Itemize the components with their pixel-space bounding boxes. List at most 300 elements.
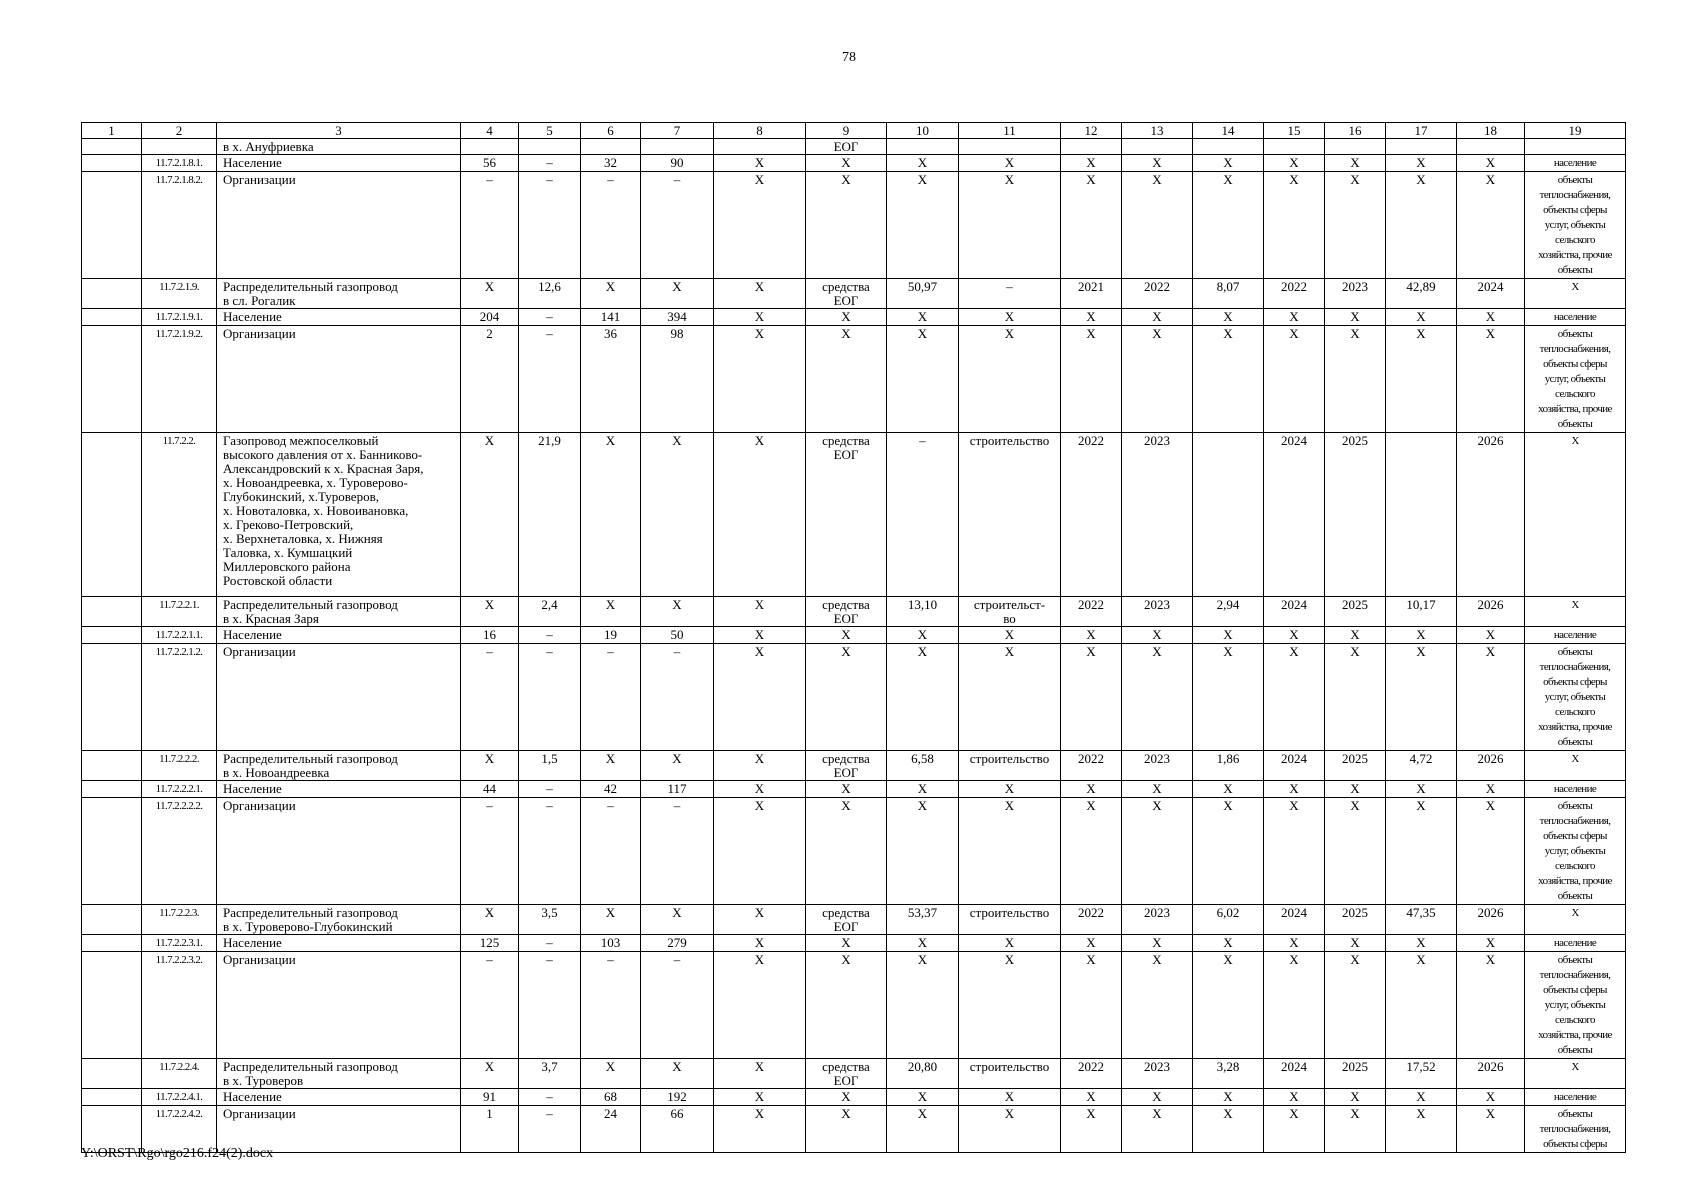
table-cell-col-8: [714, 1089, 806, 1106]
cell-text: Х: [1086, 309, 1096, 324]
table-cell-col-15: [1264, 1106, 1325, 1153]
cell-text: 2022: [1078, 751, 1104, 766]
cell-text: 2,94: [1216, 597, 1240, 612]
cell-text: 11.7.2.2.2.2.: [155, 800, 203, 812]
cell-text: строительство: [969, 751, 1050, 766]
cell-text: Х: [1289, 952, 1299, 967]
table-cell-col-10: [887, 905, 959, 935]
table-cell-col-18: [1457, 326, 1525, 433]
table-cell-col-10: [887, 798, 959, 905]
column-header-6: 6: [581, 123, 641, 139]
table-row: [82, 309, 1626, 326]
table-cell-col-3: [217, 905, 461, 935]
cell-text: Х: [605, 279, 616, 294]
table-cell-col-9: [806, 279, 887, 309]
table-cell-col-9: [806, 309, 887, 326]
cell-text: Х: [1289, 1089, 1299, 1104]
cell-text: –: [673, 952, 681, 967]
cell-text: Х: [484, 751, 495, 766]
table-cell-col-19: [1525, 1106, 1626, 1153]
cell-text: –: [1006, 279, 1013, 294]
table-cell-col-11: [959, 751, 1061, 781]
table-cell-col-19: [1525, 798, 1626, 905]
cell-text: Х: [754, 952, 765, 967]
table-cell-col-6: [581, 1089, 641, 1106]
cell-text: Распределительный газопровод в х. Туроверов: [223, 1059, 398, 1088]
table-cell-col-5: [519, 433, 581, 597]
cell-text: Х: [672, 279, 682, 294]
cell-text: Х: [1416, 172, 1426, 187]
table-cell-col-8: [714, 433, 806, 597]
cell-text: Х: [1416, 644, 1426, 659]
table-cell-col-16: [1325, 1106, 1386, 1153]
table-cell-col-12: [1061, 309, 1122, 326]
table-cell-col-17: [1386, 1059, 1457, 1089]
table-cell-col-10: [887, 433, 959, 597]
table-cell-col-3: [217, 1059, 461, 1089]
table-cell-col-14: [1193, 326, 1264, 433]
column-header-16: 16: [1325, 123, 1386, 139]
cell-text: Х: [1350, 309, 1360, 324]
cell-text: –: [486, 172, 493, 187]
table-cell-col-19: [1525, 781, 1626, 798]
cell-text: Х: [1350, 1106, 1360, 1121]
table-cell-col-15: [1264, 952, 1325, 1059]
table-cell-col-19: [1525, 172, 1626, 279]
cell-text: Х: [841, 326, 851, 341]
cell-text: Х: [1416, 781, 1426, 796]
cell-text: Х: [1004, 935, 1015, 950]
table-cell-col-12: [1061, 1106, 1122, 1153]
table-cell-col-10: [887, 1059, 959, 1089]
table-cell-col-8: [714, 781, 806, 798]
table-cell-col-15: [1264, 597, 1325, 627]
cell-text: Х: [1004, 1089, 1015, 1104]
table-cell-col-12: [1061, 781, 1122, 798]
table-cell-col-7: [641, 627, 714, 644]
cell-text: 13,10: [907, 597, 938, 612]
cell-text: 90: [670, 155, 684, 170]
table-cell-col-13: [1122, 1106, 1193, 1153]
table-cell-col-1: [82, 139, 142, 155]
table-cell-col-9: [806, 139, 887, 155]
table-cell-col-15: [1264, 155, 1325, 172]
cell-text: Х: [917, 1106, 928, 1121]
table-cell-col-2: [142, 798, 217, 905]
cell-text: Х: [1086, 952, 1096, 967]
cell-text: Х: [1152, 172, 1162, 187]
table-cell-col-12: [1061, 172, 1122, 279]
table-body: [82, 139, 1626, 1153]
cell-text: Х: [1223, 326, 1233, 341]
table-cell-col-2: [142, 905, 217, 935]
cell-text: Газопровод межпоселковый высокого давления от х. Банниково- Александровский к х. Красная Заря, х. Новоандреевка, х. Туроверово- Глубокинский, х.Туроверов, х. Новоталовка, х. Новоивановка, х. Греково-Петровский, х. Верхнеталовка, х. Нижняя Таловка, х. Кумшацкий Миллеровского района Ростовской области: [223, 433, 424, 588]
table-cell-col-19: [1525, 433, 1626, 597]
cell-text: 2025: [1342, 905, 1368, 920]
table-cell-col-3: [217, 309, 461, 326]
cell-text: средства ЕОГ: [822, 905, 870, 934]
cell-text: Х: [1416, 1089, 1426, 1104]
table-cell-col-14: [1193, 155, 1264, 172]
table-cell-col-4: [461, 798, 519, 905]
table-cell-col-3: [217, 597, 461, 627]
cell-text: 11.7.2.2.4.1.: [155, 1091, 203, 1103]
table-cell-col-15: [1264, 905, 1325, 935]
cell-text: 2025: [1342, 1059, 1368, 1074]
table-cell-col-5: [519, 139, 581, 155]
cell-text: –: [673, 172, 681, 187]
cell-text: 279: [667, 935, 687, 950]
cell-text: население: [1553, 1091, 1597, 1103]
table-cell-col-10: [887, 326, 959, 433]
cell-text: Х: [1223, 309, 1233, 324]
table-cell-col-3: [217, 952, 461, 1059]
cell-text: 11.7.2.2.: [162, 435, 196, 447]
table-cell-col-4: [461, 952, 519, 1059]
table-cell-col-7: [641, 433, 714, 597]
table-cell-col-10: [887, 627, 959, 644]
table-cell-col-11: [959, 433, 1061, 597]
table-cell-col-11: [959, 279, 1061, 309]
cell-text: Х: [917, 326, 928, 341]
table-cell-col-3: [217, 781, 461, 798]
cell-text: Х: [605, 433, 616, 448]
table-cell-col-17: [1386, 627, 1457, 644]
table-cell-col-11: [959, 326, 1061, 433]
cell-text: 2026: [1477, 597, 1504, 612]
table-cell-col-14: [1193, 952, 1264, 1059]
cell-text: Х: [1152, 781, 1162, 796]
cell-text: –: [673, 798, 681, 813]
table-cell-col-18: [1457, 279, 1525, 309]
table-cell-col-8: [714, 155, 806, 172]
cell-text: Х: [605, 751, 616, 766]
cell-text: Х: [672, 597, 682, 612]
table-cell-col-16: [1325, 751, 1386, 781]
table-cell-col-6: [581, 798, 641, 905]
table-cell-col-3: [217, 139, 461, 155]
table-cell-col-15: [1264, 326, 1325, 433]
table-row: [82, 433, 1626, 597]
table-cell-col-12: [1061, 798, 1122, 905]
table-cell-col-11: [959, 627, 1061, 644]
table-cell-col-8: [714, 279, 806, 309]
table-cell-col-2: [142, 627, 217, 644]
cell-text: Организации: [223, 1106, 296, 1121]
cell-text: Х: [1350, 1089, 1360, 1104]
cell-text: Х: [841, 627, 851, 642]
cell-text: Распределительный газопровод в х. Новоандреевка: [223, 751, 398, 780]
table-cell-col-15: [1264, 751, 1325, 781]
table-cell-col-6: [581, 139, 641, 155]
cell-text: –: [673, 644, 681, 659]
table-cell-col-5: [519, 309, 581, 326]
table-cell-col-5: [519, 1106, 581, 1153]
cell-text: Х: [1004, 326, 1015, 341]
cell-text: Х: [1485, 309, 1496, 324]
table-cell-col-10: [887, 781, 959, 798]
table-cell-col-6: [581, 644, 641, 751]
cell-text: 36: [604, 326, 617, 341]
cell-text: 1: [486, 1106, 493, 1121]
cell-text: население: [1553, 937, 1597, 949]
cell-text: ЕОГ: [833, 139, 859, 154]
table-cell-col-14: [1193, 172, 1264, 279]
cell-text: 6,58: [911, 751, 934, 766]
table-cell-col-10: [887, 935, 959, 952]
cell-text: Х: [754, 1089, 765, 1104]
table-cell-col-13: [1122, 781, 1193, 798]
cell-text: Х: [1485, 798, 1496, 813]
cell-text: 11.7.2.2.2.: [159, 753, 199, 765]
column-header-13: 13: [1122, 123, 1193, 139]
cell-text: Х: [1571, 599, 1579, 611]
table-cell-col-16: [1325, 597, 1386, 627]
table-cell-col-4: [461, 597, 519, 627]
cell-text: Х: [484, 597, 495, 612]
table-cell-col-3: [217, 433, 461, 597]
table-cell-col-8: [714, 1059, 806, 1089]
table-cell-col-7: [641, 1059, 714, 1089]
cell-text: Х: [1289, 644, 1299, 659]
table-cell-col-9: [806, 326, 887, 433]
cell-text: Х: [754, 935, 765, 950]
table-cell-col-17: [1386, 798, 1457, 905]
table-cell-col-9: [806, 627, 887, 644]
cell-text: Х: [1086, 326, 1096, 341]
table-row: [82, 1106, 1626, 1153]
table-cell-col-8: [714, 597, 806, 627]
cell-text: Х: [754, 644, 765, 659]
table-cell-col-15: [1264, 627, 1325, 644]
table-cell-col-17: [1386, 644, 1457, 751]
table-row: [82, 1089, 1626, 1106]
cell-text: 98: [670, 326, 684, 341]
table-cell-col-4: [461, 139, 519, 155]
cell-text: Х: [841, 1089, 851, 1104]
cell-text: Х: [484, 1059, 495, 1074]
table-cell-col-17: [1386, 1106, 1457, 1153]
cell-text: Организации: [223, 798, 296, 813]
cell-text: Х: [1289, 781, 1299, 796]
table-cell-col-19: [1525, 309, 1626, 326]
table-cell-col-6: [581, 1059, 641, 1089]
cell-text: Х: [1086, 1106, 1096, 1121]
table-cell-col-18: [1457, 751, 1525, 781]
cell-text: Х: [1485, 172, 1496, 187]
table-cell-col-2: [142, 155, 217, 172]
cell-text: Население: [223, 627, 282, 642]
table-cell-col-17: [1386, 279, 1457, 309]
cell-text: Х: [1350, 326, 1360, 341]
table-cell-col-8: [714, 935, 806, 952]
table-cell-col-6: [581, 279, 641, 309]
table-cell-col-12: [1061, 279, 1122, 309]
cell-text: 2024: [1281, 751, 1307, 766]
cell-text: 20,80: [907, 1059, 938, 1074]
cell-text: 44: [483, 781, 496, 796]
cell-text: Х: [754, 326, 765, 341]
table-cell-col-10: [887, 309, 959, 326]
cell-text: Х: [1223, 952, 1233, 967]
cell-text: 2022: [1078, 905, 1104, 920]
cell-text: –: [607, 952, 614, 967]
cell-text: Х: [841, 1106, 851, 1121]
table-cell-col-9: [806, 155, 887, 172]
table-cell-col-15: [1264, 172, 1325, 279]
cell-text: –: [546, 1089, 553, 1104]
table-cell-col-6: [581, 433, 641, 597]
cell-text: Х: [917, 644, 928, 659]
table-cell-col-3: [217, 935, 461, 952]
table-cell-col-17: [1386, 155, 1457, 172]
table-cell-col-17: [1386, 139, 1457, 155]
cell-text: 2023: [1144, 751, 1170, 766]
cell-text: 204: [479, 309, 500, 324]
table-cell-col-6: [581, 155, 641, 172]
cell-text: Население: [223, 155, 282, 170]
table-cell-col-2: [142, 309, 217, 326]
table-cell-col-5: [519, 952, 581, 1059]
cell-text: 47,35: [1406, 905, 1436, 920]
table-cell-col-5: [519, 781, 581, 798]
table-cell-col-19: [1525, 1059, 1626, 1089]
cell-text: строительст- во: [973, 597, 1046, 626]
cell-text: –: [546, 1106, 553, 1121]
table-cell-col-16: [1325, 326, 1386, 433]
table-cell-col-12: [1061, 597, 1122, 627]
cell-text: Х: [1350, 155, 1360, 170]
table-cell-col-4: [461, 326, 519, 433]
cell-text: Х: [1571, 753, 1579, 765]
cell-text: Х: [1350, 781, 1360, 796]
cell-text: 91: [483, 1089, 496, 1104]
cell-text: Х: [1289, 798, 1299, 813]
cell-text: Х: [1571, 281, 1579, 293]
table-cell-col-5: [519, 172, 581, 279]
cell-text: Х: [1152, 952, 1162, 967]
table-cell-col-1: [82, 433, 142, 597]
cell-text: 2025: [1342, 751, 1368, 766]
table-cell-col-1: [82, 309, 142, 326]
table-cell-col-6: [581, 597, 641, 627]
table-cell-col-5: [519, 1059, 581, 1089]
cell-text: строительство: [969, 905, 1050, 920]
cell-text: Х: [672, 1059, 682, 1074]
table-cell-col-4: [461, 751, 519, 781]
cell-text: Х: [1223, 798, 1233, 813]
table-cell-col-10: [887, 172, 959, 279]
table-cell-col-15: [1264, 309, 1325, 326]
cell-text: Х: [1152, 935, 1162, 950]
table-cell-col-8: [714, 1106, 806, 1153]
table-cell-col-13: [1122, 644, 1193, 751]
column-header-17: 17: [1386, 123, 1457, 139]
cell-text: население: [1553, 311, 1597, 323]
table-cell-col-17: [1386, 935, 1457, 952]
table-cell-col-10: [887, 279, 959, 309]
column-header-19: 19: [1525, 123, 1626, 139]
table-cell-col-16: [1325, 798, 1386, 905]
column-header-7: 7: [641, 123, 714, 139]
cell-text: 1,86: [1216, 751, 1240, 766]
cell-text: 2,4: [541, 597, 558, 612]
cell-text: Х: [1350, 627, 1360, 642]
table-cell-col-3: [217, 644, 461, 751]
cell-text: Х: [754, 751, 765, 766]
table-cell-col-12: [1061, 644, 1122, 751]
table-cell-col-3: [217, 326, 461, 433]
cell-text: 42: [604, 781, 617, 796]
cell-text: Х: [1416, 935, 1426, 950]
cell-text: Х: [1152, 644, 1162, 659]
cell-text: 2021: [1078, 279, 1104, 294]
table-cell-col-2: [142, 1089, 217, 1106]
cell-text: –: [546, 644, 553, 659]
table-cell-col-4: [461, 1089, 519, 1106]
cell-text: Х: [917, 309, 928, 324]
cell-text: объекты теплоснабжения, объекты сферы услуг, объекты сельского хозяйства, прочие объекты: [1538, 646, 1612, 748]
cell-text: Х: [1004, 155, 1015, 170]
table-cell-col-12: [1061, 1059, 1122, 1089]
cell-text: Х: [1416, 627, 1426, 642]
cell-text: Х: [754, 172, 765, 187]
table-cell-col-2: [142, 952, 217, 1059]
table-cell-col-16: [1325, 1089, 1386, 1106]
column-header-3: 3: [217, 123, 461, 139]
table-cell-col-2: [142, 326, 217, 433]
table-cell-col-16: [1325, 155, 1386, 172]
cell-text: Х: [841, 172, 851, 187]
table-cell-col-6: [581, 627, 641, 644]
table-cell-col-18: [1457, 1106, 1525, 1153]
table-cell-col-10: [887, 751, 959, 781]
cell-text: –: [546, 326, 553, 341]
cell-text: –: [546, 781, 553, 796]
cell-text: 11.7.2.1.9.2.: [155, 328, 203, 340]
table-cell-col-7: [641, 172, 714, 279]
cell-text: 11.7.2.2.1.1.: [155, 629, 203, 641]
cell-text: Х: [754, 433, 765, 448]
table-cell-col-14: [1193, 781, 1264, 798]
table-cell-col-18: [1457, 1059, 1525, 1089]
table-cell-col-14: [1193, 433, 1264, 597]
table-cell-col-19: [1525, 905, 1626, 935]
cell-text: 2024: [1281, 433, 1307, 448]
table-cell-col-14: [1193, 279, 1264, 309]
table-cell-col-8: [714, 952, 806, 1059]
table-cell-col-2: [142, 644, 217, 751]
cell-text: Х: [484, 279, 495, 294]
table-cell-col-18: [1457, 952, 1525, 1059]
cell-text: Х: [1485, 326, 1496, 341]
table-cell-col-13: [1122, 905, 1193, 935]
table-cell-col-3: [217, 1089, 461, 1106]
cell-text: Х: [1086, 781, 1096, 796]
table-cell-col-15: [1264, 644, 1325, 751]
table-cell-col-4: [461, 309, 519, 326]
table-cell-col-10: [887, 1106, 959, 1153]
table-cell-col-16: [1325, 172, 1386, 279]
table-cell-col-18: [1457, 798, 1525, 905]
cell-text: Х: [1289, 155, 1299, 170]
table-cell-col-2: [142, 279, 217, 309]
cell-text: Х: [841, 644, 851, 659]
table-cell-col-17: [1386, 781, 1457, 798]
table-cell-col-14: [1193, 935, 1264, 952]
cell-text: Х: [1152, 155, 1162, 170]
table-cell-col-4: [461, 172, 519, 279]
